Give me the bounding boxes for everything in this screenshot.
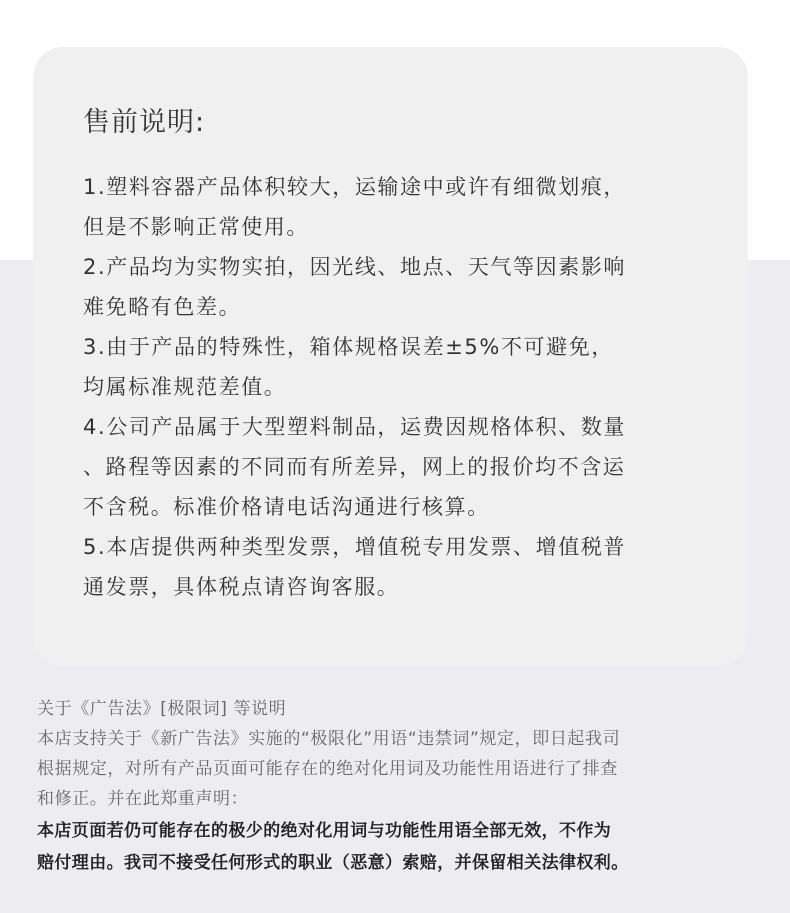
notice-item-3 [83,327,708,407]
notice-item-2 [83,247,708,327]
notice-item-line: 1.塑料容器产品体积较大，运输途中或许有细微划痕， [83,175,627,199]
notice-item-4 [83,407,708,527]
notice-item-line: 2.产品均为实物实拍，因光线、地点、天气等因素影响 [83,255,627,279]
notice-item-line: 5.本店提供两种类型发票，增值税专用发票、增值税普 [83,535,627,559]
notice-body-line: 根据规定，对所有产品页面可能存在的绝对化用词及功能性用语进行了排查 [37,759,618,779]
notice-heading: 关于《广告法》[极限词] 等说明 [37,699,287,719]
notice-item-5 [83,527,708,607]
notice-item-line: 均属标准规范差值。 [83,375,287,399]
pre-sale-notice-card [33,47,748,666]
notice-item-line: 难免略有色差。 [83,295,242,319]
card-title: 售前说明: [83,107,206,138]
notice-item-1 [83,167,708,247]
notice-body-line: 和修正。并在此郑重声明： [37,789,249,809]
advertising-law-notice [37,694,759,878]
notice-item-line: 但是不影响正常使用。 [83,215,309,239]
notice-item-line: 、路程等因素的不同而有所差异，网上的报价均不含运 [83,455,626,479]
notice-item-line: 不含税。标准价格请电话沟通进行核算。 [83,495,490,519]
notice-bold-line: 赔付理由。我司不接受任何形式的职业（恶意）索赔，并保留相关法律权利。 [37,853,629,873]
notice-bold-line: 本店页面若仍可能存在的极少的绝对化用词与功能性用语全部无效，不作为 [37,821,612,841]
notice-item-line: 4.公司产品属于大型塑料制品，运费因规格体积、数量 [83,415,627,439]
notice-body-line: 本店支持关于《新广告法》实施的“极限化”用语“违禁词”规定，即日起我司 [37,729,621,749]
notice-item-line: 通发票，具体税点请咨询客服。 [83,575,400,599]
notice-item-line: 3.由于产品的特殊性，箱体规格误差±5%不可避免， [83,335,614,359]
